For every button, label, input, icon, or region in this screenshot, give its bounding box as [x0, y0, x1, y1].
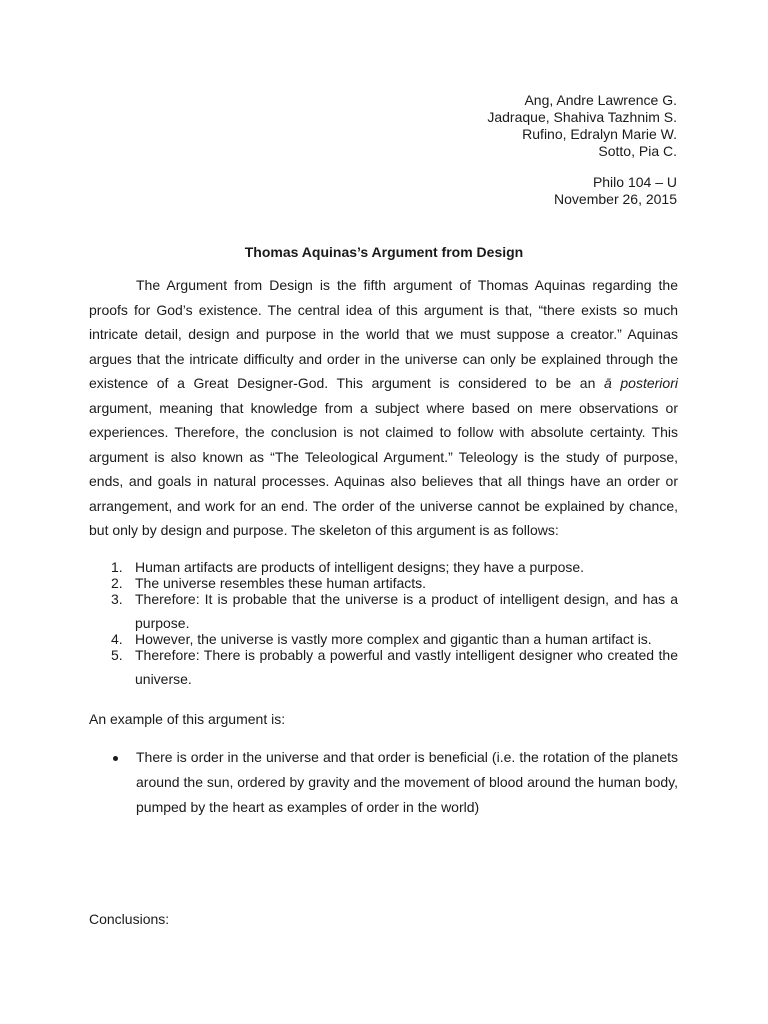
argument-steps	[89, 559, 678, 687]
step-item	[89, 643, 678, 691]
conclusions-heading: Conclusions:	[89, 911, 170, 927]
author-list	[487, 92, 677, 160]
paragraph-emphasis: ā posteriori	[603, 375, 678, 391]
author-name: Jadraque, Shahiva Tazhnim S.	[487, 109, 677, 125]
step-text: Therefore: There is probably a powerful and vastly intelligent designer who created the universe.	[135, 647, 678, 687]
course-info	[554, 174, 677, 208]
intro-paragraph	[89, 273, 678, 543]
step-item	[89, 587, 678, 635]
step-item	[89, 559, 678, 575]
course-code: Philo 104 – U	[592, 174, 677, 190]
example-intro: An example of this argument is:	[89, 711, 286, 727]
step-text: The universe resembles these human artifacts.	[135, 575, 427, 591]
step-number: 2.	[111, 575, 123, 591]
author-name: Sotto, Pia C.	[598, 143, 677, 159]
step-text: Human artifacts are products of intelligent designs; they have a purpose.	[135, 559, 585, 575]
example-item	[89, 745, 678, 820]
author-name: Rufino, Edralyn Marie W.	[522, 126, 677, 142]
submission-date: November 26, 2015	[554, 191, 677, 207]
example-text: There is order in the universe and that order is beneficial (i.e. the rotation of the planets around the sun, ordered by gravity and the movement of blood around the human body, pumped by the heart as examples of order in the world)	[136, 749, 678, 815]
example-list	[89, 745, 678, 820]
step-number: 3.	[111, 591, 123, 607]
author-name: Ang, Andre Lawrence G.	[524, 92, 677, 108]
step-text: However, the universe is vastly more complex and gigantic than a human artifact is.	[135, 631, 652, 647]
step-number: 5.	[111, 647, 123, 663]
document-title: Thomas Aquinas’s Argument from Design	[244, 244, 524, 260]
step-number: 4.	[111, 631, 123, 647]
paragraph-text-part1: The Argument from Design is the fifth argument of Thomas Aquinas regarding the proofs for God’s existence. The central idea of this argument is that, “there exists so much intricate detail, design and purpose in the world that we must suppose a creator.” Aquinas argues that the intricate difficulty and order in the universe can only be explained through the existence of a Great Designer-God. This argument is considered to be an	[89, 277, 678, 391]
step-text: Therefore: It is probable that the universe is a product of intelligent design, and has a purpose.	[135, 591, 678, 631]
bullet-icon	[113, 756, 118, 761]
step-number: 1.	[111, 559, 123, 575]
paragraph-text-part2: argument, meaning that knowledge from a subject where based on mere observations or experiences. Therefore, the conclusion is not claimed to follow with absolute certainty. This argument is also known as “The Teleological Argument.” Teleology is the study of purpose, ends, and goals in natural processes. Aquinas also believes that all things have an order or arrangement, and work for an end. The order of the universe cannot be explained by chance, but only by design and purpose. The skeleton of this argument is as follows:	[89, 399, 678, 538]
